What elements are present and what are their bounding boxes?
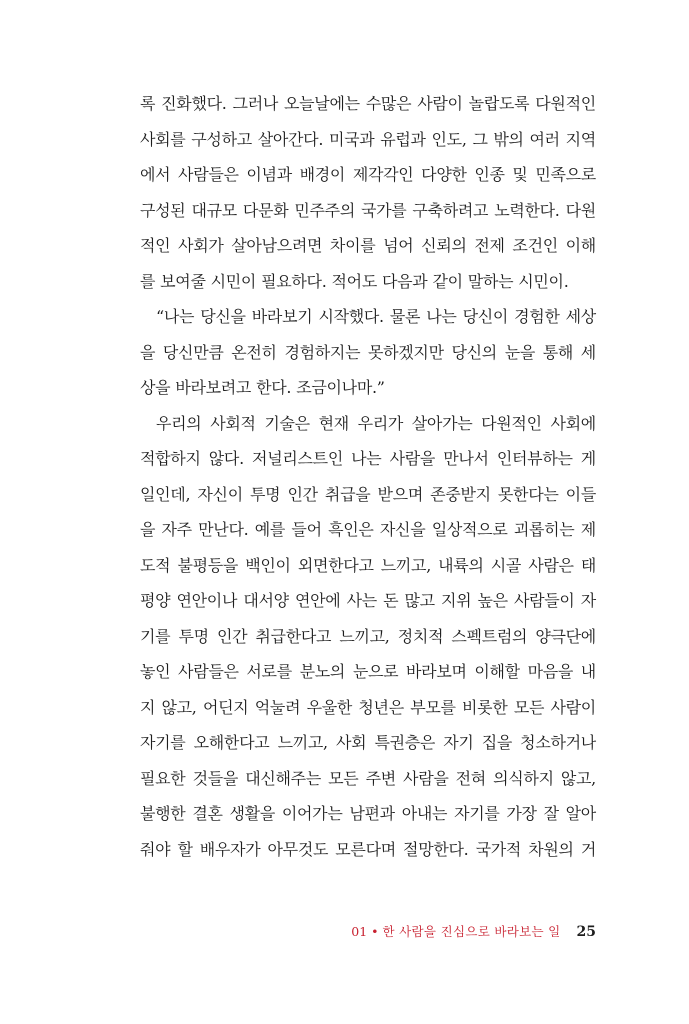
footer-bullet: • bbox=[371, 924, 379, 939]
word: 분노의 bbox=[299, 662, 346, 681]
word: 바라보려고 bbox=[175, 378, 252, 397]
word: 을 bbox=[140, 342, 156, 362]
word: 보여줄 bbox=[160, 271, 206, 291]
text-line bbox=[140, 157, 596, 193]
word: 국가를 bbox=[360, 200, 407, 220]
word: 사는 bbox=[346, 591, 377, 610]
word: 지위 bbox=[440, 591, 472, 610]
word: 잘 bbox=[543, 804, 559, 823]
text-line bbox=[140, 264, 596, 300]
word: 적어도 bbox=[331, 271, 377, 291]
word: 바라보기 bbox=[251, 307, 313, 326]
word: 배우자가 bbox=[199, 839, 261, 859]
word: 당신을 bbox=[200, 307, 246, 326]
word: 의식하지 bbox=[493, 768, 554, 788]
word: 지 bbox=[140, 697, 156, 717]
word: 그러나 bbox=[232, 94, 279, 113]
word: 대규모 bbox=[191, 200, 237, 220]
text-line bbox=[140, 725, 596, 761]
word: 느끼고, bbox=[339, 626, 390, 646]
word: 게 bbox=[580, 449, 596, 468]
word: 경험한 bbox=[514, 307, 560, 326]
word: 및 bbox=[512, 165, 528, 184]
word: 집을 bbox=[481, 733, 513, 752]
word: 모른다며 bbox=[335, 839, 396, 859]
word: 내륙의 bbox=[438, 555, 484, 575]
word: 태 bbox=[580, 555, 596, 575]
word: 기를 bbox=[140, 626, 171, 646]
word: 못하겠지만 bbox=[367, 342, 444, 362]
word: 사람이 bbox=[417, 94, 463, 113]
word: 구성하고 bbox=[191, 129, 252, 149]
word: 자 bbox=[580, 591, 596, 610]
word: 서로를 bbox=[246, 662, 292, 681]
word: 록 bbox=[140, 94, 156, 113]
text-line bbox=[140, 335, 596, 371]
word: 불평등을 bbox=[177, 555, 239, 575]
word: 다양한 bbox=[421, 165, 467, 184]
text-line bbox=[140, 512, 596, 548]
word: 미국과 bbox=[328, 129, 375, 149]
word: 느끼고, bbox=[277, 733, 328, 752]
word: 것들을 bbox=[192, 768, 239, 788]
text-line bbox=[140, 619, 596, 655]
word: 느끼고, bbox=[380, 555, 432, 575]
word: 오해한다고 bbox=[193, 733, 270, 752]
text-line bbox=[140, 761, 596, 797]
word: 국가적 bbox=[475, 839, 522, 859]
word: 특권층은 bbox=[374, 733, 436, 752]
word: 다음과 bbox=[381, 271, 428, 291]
word: 이념과 bbox=[246, 165, 292, 184]
word: 사회적 bbox=[210, 413, 256, 433]
word: 자기를 bbox=[454, 804, 500, 823]
word: 모든 bbox=[513, 697, 545, 717]
word: 밖의 bbox=[493, 129, 524, 149]
page-footer bbox=[351, 922, 596, 940]
text-line bbox=[140, 583, 596, 619]
word: 줘야 bbox=[140, 839, 171, 859]
word: 가장 bbox=[506, 804, 537, 823]
word: 양극단에 bbox=[535, 626, 596, 646]
word: 사람들은 bbox=[178, 662, 239, 681]
word: 필요하다. bbox=[261, 271, 327, 291]
word: 신뢰의 bbox=[421, 236, 467, 255]
text-line bbox=[140, 654, 596, 690]
word: 어딘지 bbox=[202, 697, 249, 717]
word: 인간 bbox=[216, 626, 248, 646]
word: 당신의 bbox=[451, 342, 497, 362]
word: 사람은 bbox=[528, 555, 574, 575]
word: 억눌려 bbox=[254, 697, 301, 717]
text-line bbox=[140, 690, 596, 726]
word: 사람을 bbox=[403, 768, 449, 788]
word: 민족으로 bbox=[535, 165, 596, 184]
word: 눈을 bbox=[504, 342, 535, 362]
word: 사회가 bbox=[178, 236, 224, 255]
text-line bbox=[140, 796, 596, 832]
text-line bbox=[140, 441, 596, 477]
word: 받으며 bbox=[377, 484, 423, 504]
word: 흑인은 bbox=[328, 520, 374, 539]
word: 조금이나마.” bbox=[296, 378, 385, 397]
word: 다문화 bbox=[242, 200, 289, 220]
word: 진화했다. bbox=[161, 94, 227, 113]
body-text bbox=[140, 86, 596, 867]
word: 청소하거나 bbox=[520, 733, 596, 752]
word: 불행한 bbox=[140, 804, 186, 823]
word: 지역 bbox=[565, 129, 596, 149]
word: 같이 bbox=[432, 271, 463, 291]
word: 예를 bbox=[254, 520, 286, 539]
word: 다원 bbox=[565, 200, 596, 220]
word: 을 bbox=[140, 520, 156, 539]
word: 부모를 bbox=[410, 697, 456, 717]
word: 구축하려고 bbox=[412, 200, 489, 220]
word: 온전히 bbox=[231, 342, 277, 362]
word: 거 bbox=[580, 839, 596, 859]
word: 여러 bbox=[529, 129, 560, 149]
word: 사회를 bbox=[140, 129, 186, 149]
text-line bbox=[140, 548, 596, 584]
word: 절망한다. bbox=[403, 839, 469, 859]
word: 나는 bbox=[426, 307, 457, 326]
word: 평양 bbox=[140, 591, 171, 610]
word: 외면한다고 bbox=[297, 555, 374, 575]
running-title: 한 사람을 진심으로 바라보는 일 bbox=[382, 924, 561, 939]
word: 알아 bbox=[565, 804, 596, 823]
word: 시작했다. bbox=[318, 307, 384, 326]
word: 이해할 bbox=[474, 662, 520, 681]
word: 높은 bbox=[477, 591, 508, 610]
word: 살아간다. bbox=[257, 129, 324, 149]
word: 인간 bbox=[287, 484, 318, 504]
text-line bbox=[140, 193, 596, 229]
word: 노력한다. bbox=[494, 200, 560, 220]
word: 시민이 bbox=[210, 271, 257, 291]
word: 않다. bbox=[208, 449, 244, 468]
word: 살아가는 bbox=[411, 413, 473, 433]
word: 세 bbox=[580, 342, 596, 362]
word: 돈 bbox=[383, 591, 399, 610]
word: 바라보며 bbox=[406, 662, 467, 681]
word: 차원의 bbox=[528, 839, 574, 859]
word: 당신이 bbox=[462, 307, 509, 326]
word: 에서 bbox=[140, 165, 171, 184]
word: 못한다는 bbox=[497, 484, 559, 504]
word: 많고 bbox=[404, 591, 435, 610]
word: 구성된 bbox=[140, 200, 186, 220]
word: 도적 bbox=[140, 555, 171, 575]
word: 사회에 bbox=[550, 413, 596, 433]
word: 제각각인 bbox=[352, 165, 414, 184]
word: 일인데, bbox=[140, 484, 191, 504]
word: 취급한다고 bbox=[255, 626, 332, 646]
word: 적합하지 bbox=[140, 449, 201, 468]
word: 차이를 bbox=[329, 236, 376, 255]
word: 청년은 bbox=[358, 697, 404, 717]
word: 않고, bbox=[560, 768, 596, 788]
word: 아무것도 bbox=[267, 839, 329, 859]
word: 않고, bbox=[161, 697, 197, 717]
word: 한다. bbox=[256, 378, 292, 397]
word: 그 bbox=[472, 129, 488, 149]
word: 말하는 bbox=[467, 271, 514, 291]
word: 오늘날에는 bbox=[284, 94, 360, 113]
word: 자기를 bbox=[140, 733, 186, 752]
word: 만난다. bbox=[198, 520, 249, 539]
word: 결혼 bbox=[192, 804, 223, 823]
text-line bbox=[140, 477, 596, 513]
word: 주변 bbox=[365, 768, 396, 788]
word: 민주주의 bbox=[294, 200, 355, 220]
word: 이해 bbox=[565, 236, 596, 255]
text-line bbox=[140, 299, 596, 335]
word: 물론 bbox=[389, 307, 421, 326]
word: 놀랍도록 bbox=[468, 94, 530, 113]
word: 우리의 bbox=[156, 413, 202, 433]
word: 인종 bbox=[474, 165, 505, 184]
word: 놓인 bbox=[140, 662, 171, 681]
word: 생활을 bbox=[229, 804, 275, 823]
word: 내 bbox=[580, 662, 596, 681]
page-number: 25 bbox=[576, 924, 596, 940]
word: 마음을 bbox=[527, 662, 574, 681]
word: 유럽과 bbox=[380, 129, 426, 149]
word: 상을 bbox=[140, 378, 171, 397]
word: 다원적인 bbox=[535, 94, 596, 113]
word: 다원적인 bbox=[481, 413, 542, 433]
word: 대서양 bbox=[243, 591, 289, 610]
word: 저널리스트인 bbox=[252, 449, 343, 468]
word: 스펙트럼의 bbox=[451, 626, 528, 646]
word: 시골 bbox=[490, 555, 522, 575]
word: 투명 bbox=[178, 626, 209, 646]
word: “나는 bbox=[156, 307, 195, 326]
word: 할 bbox=[177, 839, 193, 859]
word: 넘어 bbox=[383, 236, 414, 255]
text-line bbox=[140, 370, 596, 406]
word: 세상 bbox=[565, 307, 596, 326]
word: 통해 bbox=[542, 342, 574, 362]
word: 연안에 bbox=[294, 591, 341, 610]
word: 를 bbox=[140, 271, 156, 291]
word: 제 bbox=[580, 520, 596, 539]
text-line bbox=[140, 228, 596, 264]
word: 이어가는 bbox=[281, 804, 343, 823]
word: 이들 bbox=[565, 484, 596, 504]
word: 대신해주는 bbox=[245, 768, 321, 788]
word: 전제 bbox=[474, 236, 505, 255]
word: 만나서 bbox=[443, 449, 489, 468]
word: 조건인 bbox=[512, 236, 558, 255]
word: 인도, bbox=[431, 129, 467, 149]
word: 연안이나 bbox=[176, 591, 238, 610]
word: 우울한 bbox=[306, 697, 353, 717]
word: 우리가 bbox=[357, 413, 404, 433]
word: 일상적으로 bbox=[431, 520, 508, 539]
word: 자신이 bbox=[197, 484, 243, 504]
word: 시민이. bbox=[518, 271, 569, 291]
word: 모든 bbox=[328, 768, 359, 788]
word: 자기 bbox=[443, 733, 474, 752]
word: 자주 bbox=[161, 520, 192, 539]
word: 기술은 bbox=[264, 413, 310, 433]
word: 백인이 bbox=[245, 555, 291, 575]
word: 아내는 bbox=[401, 804, 448, 823]
word: 들어 bbox=[291, 520, 322, 539]
word: 눈으로 bbox=[352, 662, 399, 681]
text-line bbox=[140, 832, 596, 868]
word: 남편과 bbox=[349, 804, 395, 823]
word: 사회 bbox=[335, 733, 367, 752]
text-line bbox=[140, 406, 596, 442]
word: 배경이 bbox=[299, 165, 346, 184]
word: 사람들이 bbox=[513, 591, 575, 610]
word: 전혀 bbox=[455, 768, 486, 788]
text-line bbox=[140, 86, 596, 122]
word: 수많은 bbox=[365, 94, 412, 113]
word: 인터뷰하는 bbox=[496, 449, 573, 468]
word: 적인 bbox=[140, 236, 171, 255]
word: 나는 bbox=[351, 449, 382, 468]
word: 경험하지는 bbox=[284, 342, 361, 362]
word: 필요한 bbox=[140, 768, 186, 788]
chapter-number: 01 bbox=[351, 924, 368, 939]
word: 사람이 bbox=[550, 697, 596, 717]
word: 투명 bbox=[250, 484, 281, 504]
word: 존중받지 bbox=[430, 484, 491, 504]
word: 살아남으려면 bbox=[231, 236, 323, 255]
word: 비롯한 bbox=[462, 697, 508, 717]
word: 당신만큼 bbox=[162, 342, 224, 362]
word: 현재 bbox=[318, 413, 349, 433]
word: 취급을 bbox=[324, 484, 371, 504]
word: 괴롭히는 bbox=[513, 520, 575, 539]
word: 사람들은 bbox=[178, 165, 239, 184]
word: 정치적 bbox=[397, 626, 444, 646]
word: 사람을 bbox=[389, 449, 436, 468]
text-line bbox=[140, 122, 596, 158]
word: 자신을 bbox=[379, 520, 426, 539]
